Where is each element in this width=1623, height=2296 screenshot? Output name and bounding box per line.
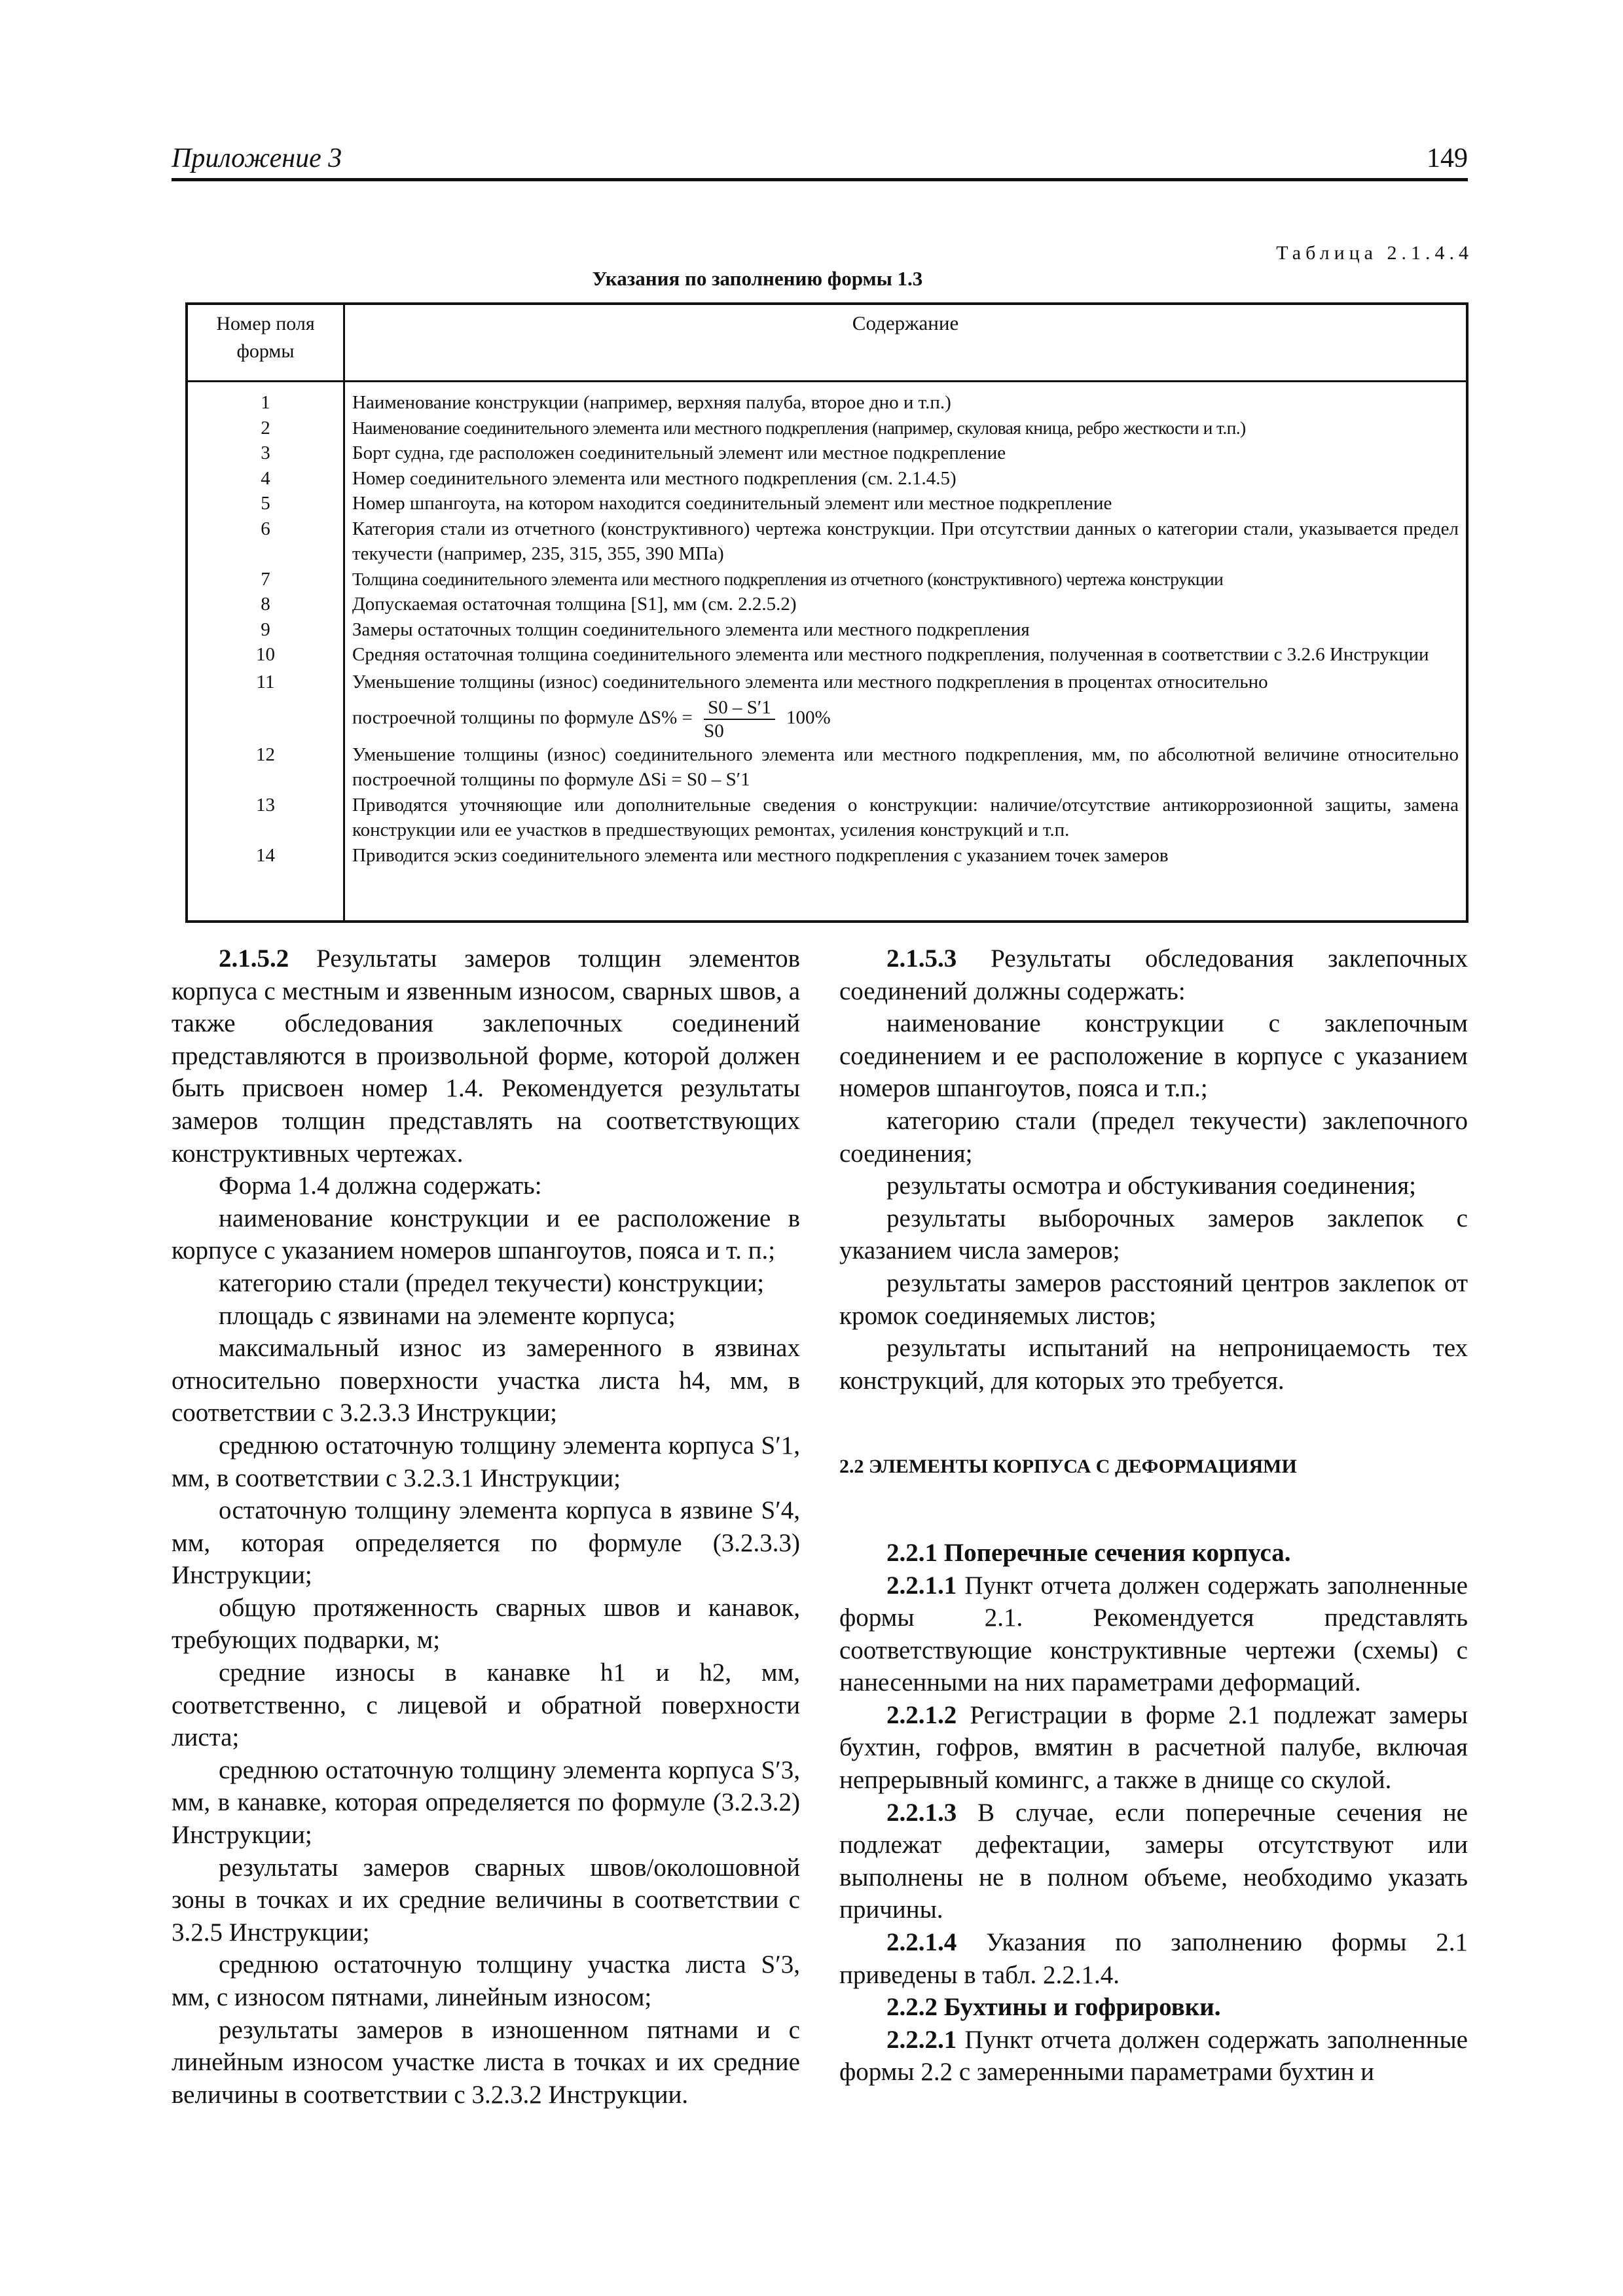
list-item: наименование конструкции с заклепочным соединением и ее расположение в корпусе с указанием номеров шпангоутов, пояса и т.п.; (839, 1009, 1468, 1103)
table-body (188, 390, 1466, 868)
list-item: площадь с язвинами на элементе корпуса; (219, 1301, 676, 1330)
list-item: категорию стали (предел текучести) заклепочного соединения; (839, 1106, 1468, 1168)
list-item: средние износы в канавке h1 и h2, мм, соответственно, с лицевой и обратной поверхности листа; (172, 1659, 800, 1752)
table-row: 11 Уменьшение толщины (износ) соединительного элемента или местного подкрепления в процентах относительно построечной толщины по формуле ΔS% = $\frac{S0 - S'1}{S0}$ 100% (256, 671, 1268, 742)
list-item: общую протяженность сварных швов и канавок, требующих подварки, м; (172, 1593, 800, 1655)
running-title: Приложение 3 (172, 143, 342, 173)
paragraph-2-2-1-4: 2.2.1.4 Указания по заполнению формы 2.1 приведены в табл. 2.2.1.4. (839, 1928, 1468, 1989)
page-number: 149 (1427, 143, 1468, 173)
instructions-table (185, 302, 1468, 923)
left-column (172, 942, 800, 2111)
table-row: 8 Допускаемая остаточная толщина [S1], мм (см. 2.2.5.2) (261, 594, 797, 615)
table-row: 6 Категория стали из отчетного (конструктивного) чертежа конструкции. При отсутствии данных о категории стали, указывается предел текучести (например, 235, 315, 355, 390 МПа) (261, 518, 1459, 564)
list-item: результаты замеров расстояний центров заклепок от кромок соединяемых листов; (839, 1268, 1468, 1330)
list-item: среднюю остаточную толщину элемента корпуса S′3, мм, в канавке, которая определяется по формуле (3.2.3.2) Инструкции; (172, 1755, 800, 1850)
table-row: 9 Замеры остаточных толщин соединительного элемента или местного подкрепления (261, 619, 1030, 640)
subsection-heading: 2.2.1 Поперечные сечения корпуса. (886, 1538, 1291, 1567)
paragraph-2-2-1-3: 2.2.1.3 В случае, если поперечные сечения не подлежат дефектации, замеры отсутствуют или выполнены не в полном объеме, необходимо указать причины. (839, 1798, 1468, 1924)
table-row: 13 Приводятся уточняющие или дополнительные сведения о конструкции: наличие/отсутствие антикоррозионной защиты, замена конструкции или ее участков в предшествующих ремонтах, усиления конструкций и т.п. (256, 794, 1459, 840)
list-item: результаты замеров в изношенном пятнами и с линейным износом участке листа в точках и их средние величины в соответствии с 3.2.3.2 Инструкции. (172, 2015, 800, 2109)
list-item: максимальный износ из замеренного в язвинах относительно поверхности участка листа h4, мм, в соответствии с 3.2.3.3 Инструкции; (172, 1334, 800, 1427)
table-row: 7 Толщина соединительного элемента или местного подкрепления из отчетного (конструктивного) чертежа конструкции (261, 568, 1224, 590)
paragraph-2-2-2-1: 2.2.2.1 Пункт отчета должен содержать заполненные формы 2.2 с замеренными параметрами бухтин и (839, 2025, 1468, 2087)
table-row: 12 Уменьшение толщины (износ) соединительного элемента или местного подкрепления, мм, по абсолютной величине относительно построечной толщины по формуле ΔSi = S0 – S′1 (256, 744, 1459, 790)
list-item: результаты замеров сварных швов/околошовной зоны в точках и их средние величины в соответствии с 3.2.5 Инструкции; (172, 1853, 800, 1946)
table-title: Указания по заполнению формы 1.3 (592, 267, 923, 290)
wear-formula: $\frac{S0 - S'1}{S0}$ (704, 696, 775, 742)
table-label: Таблица 2.1.4.4 (1276, 242, 1473, 264)
right-column (839, 942, 1468, 2089)
table-row: 2 Наименование соединительного элемента или местного подкрепления (например, скуловая кница, ребро жесткости и т.п.) (261, 417, 1246, 439)
section-heading: 2.2 ЭЛЕМЕНТЫ КОРПУСА С ДЕФОРМАЦИЯМИ (839, 1456, 1297, 1478)
paragraph-2-1-5-3: 2.1.5.3 Результаты обследования заклепочных соединений должны содержать: (839, 944, 1468, 1005)
list-item: остаточную толщину элемента корпуса в язвине S′4, мм, которая определяется по формуле (3.2.3.3) Инструкции; (172, 1496, 800, 1590)
list-item: результаты осмотра и обстукивания соединения; (886, 1172, 1417, 1200)
list-item: результаты испытаний на непроницаемость тех конструкций, для которых это требуется. (839, 1334, 1468, 1395)
table-row: 14 Приводится эскиз соединительного элемента или местного подкрепления с указанием точек замеров (256, 844, 1169, 866)
paragraph-2-1-5-2: 2.1.5.2 Результаты замеров толщин элементов корпуса с местным и язвенным износом, сварных швов, а также обследования заклепочных соединений представляются в произвольной форме, которой должен быть присвоен номер 1.4. Рекомендуется результаты замеров толщин представлять на соответствующих конструктивных чертежах. (172, 944, 800, 1168)
table-row: 1 Наименование конструкции (например, верхняя палуба, второе дно и т.п.) (261, 392, 951, 413)
table-row: 5 Номер шпангоута, на котором находится соединительный элемент или местное подкрепление (261, 493, 1112, 514)
table-row: 10 Средняя остаточная толщина соединительного элемента или местного подкрепления, полученная в соответствии с 3.2.6 Инструкции (256, 644, 1429, 665)
column-header-content: Содержание (852, 312, 959, 334)
running-head (172, 143, 1468, 178)
list-item: Форма 1.4 должна содержать: (219, 1172, 542, 1200)
table-row: 4 Номер соединительного элемента или местного подкрепления (см. 2.1.4.5) (261, 467, 957, 489)
list-item: результаты выборочных замеров заклепок с указанием числа замеров; (839, 1204, 1468, 1265)
paragraph-2-2-1-1: 2.2.1.1 Пункт отчета должен содержать заполненные формы 2.1. Рекомендуется представлять соответствующие конструктивные чертежи (схемы) с нанесенными на них параметрами деформаций. (839, 1571, 1468, 1697)
paragraph-2-2-1-2: 2.2.1.2 Регистрации в форме 2.1 подлежат замеры бухтин, гофров, вмятин в расчетной палубе, включая непрерывный комингс, а также в днище со скулой. (839, 1700, 1468, 1795)
table-row: 3 Борт судна, где расположен соединительный элемент или местное подкрепление (261, 442, 1006, 463)
column-header-field-number: Номер поля формы (216, 313, 315, 362)
list-item: среднюю остаточную толщину участка листа S′3, мм, с износом пятнами, линейным износом; (172, 1950, 800, 2011)
list-item: среднюю остаточную толщину элемента корпуса S′1, мм, в соответствии с 3.2.3.1 Инструкции; (172, 1431, 800, 1492)
list-item: категорию стали (предел текучести) конструкции; (219, 1268, 765, 1297)
list-item: наименование конструкции и ее расположение в корпусе с указанием номеров шпангоутов, пояса и т. п.; (172, 1204, 800, 1265)
header-rule (172, 178, 1468, 181)
subsection-heading: 2.2.2 Бухтины и гофрировки. (886, 1993, 1221, 2022)
table-header-divider (188, 380, 1466, 382)
